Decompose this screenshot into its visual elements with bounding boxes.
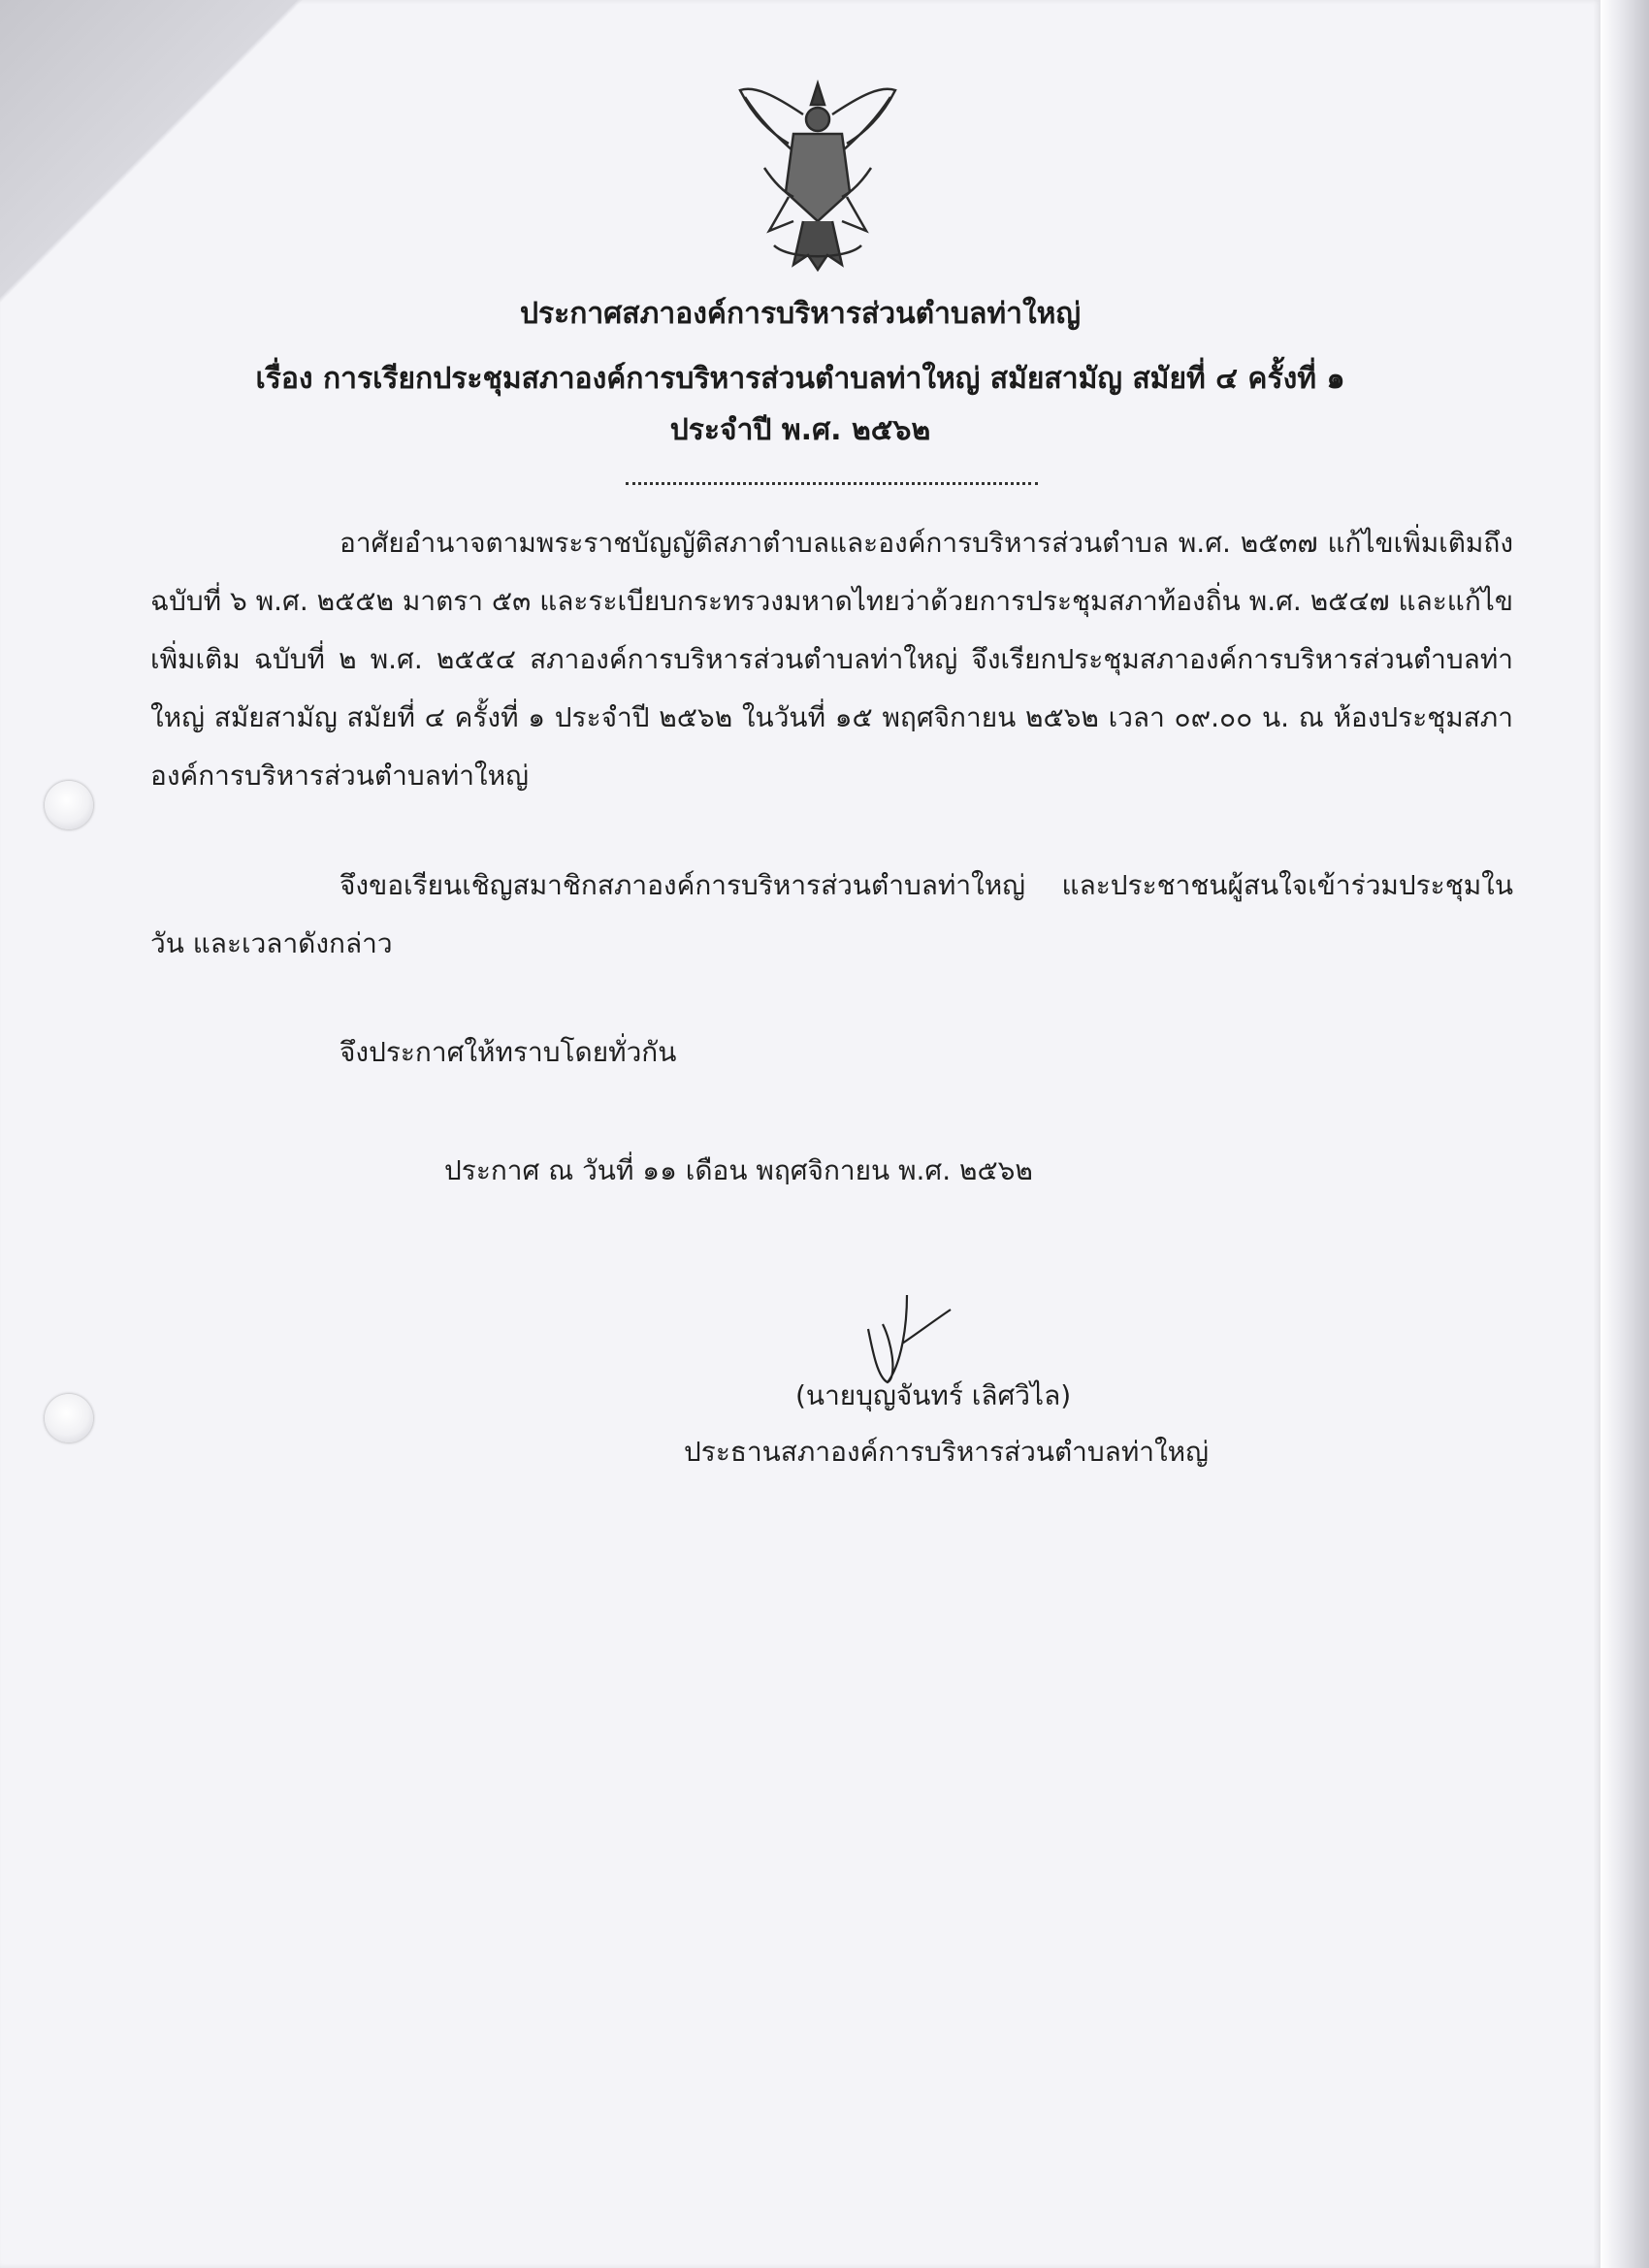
body-paragraph: จึงขอเรียนเชิญสมาชิกสภาองค์การบริหารส่วนตำบลท่าใหญ่ และประชาชนผู้สนใจเข้าร่วมประชุมในวัน และเวลาดังกล่าว [150,869,1513,959]
page-edge [1600,0,1649,2268]
signer-position: ประธานสภาองค์การบริหารส่วนตำบลท่าใหญ่ [684,1436,1209,1468]
dotted-divider [626,482,1038,485]
garuda-emblem-icon [735,76,900,279]
announcement-heading: ประกาศสภาองค์การบริหารส่วนตำบลท่าใหญ่ [519,297,1082,331]
punch-hole [45,781,93,829]
body-paragraph: อาศัยอำนาจตามพระราชบัญญัติสภาตำบลและองค์การบริหารส่วนตำบล พ.ศ. ๒๕๓๗ แก้ไขเพิ่มเติมถึงฉบับที่ ๖ พ.ศ. ๒๕๕๒ มาตรา ๕๓ และระเบียบกระทรวงมหาดไทยว่าด้วยการประชุมสภาท้องถิ่น พ.ศ. ๒๕๔๗ และแก้ไขเพิ่มเติม ฉบับที่ ๒ พ.ศ. ๒๕๕๔ สภาองค์การบริหารส่วนตำบลท่าใหญ่ จึงเรียกประชุมสภาองค์การบริหารส่วนตำบลท่าใหญ่ สมัยสามัญ สมัยที่ ๔ ครั้งที่ ๑ ประจำปี ๒๕๖๒ ในวันที่ ๑๕ พฤศจิกายน ๒๕๖๒ เวลา ๐๙.๐๐ น. ณ ห้องประชุมสภาองค์การบริหารส่วนตำบลท่าใหญ่ [150,527,1513,792]
announcement-fiscal-year: ประจำปี พ.ศ. ๒๕๖๒ [669,413,931,447]
closing-statement: จึงประกาศให้ทราบโดยทั่วกัน [340,1036,677,1068]
signer-name: (นายบุญจันทร์ เลิศวิไล) [795,1379,1072,1411]
announcement-subject: เรื่อง การเรียกประชุมสภาองค์การบริหารส่วนตำบลท่าใหญ่ สมัยสามัญ สมัยที่ ๔ ครั้งที่ ๑ [255,362,1345,396]
folded-corner [0,0,349,310]
punch-hole [45,1394,93,1442]
announcement-date: ประกาศ ณ วันที่ ๑๑ เดือน พฤศจิกายน พ.ศ. ๒๕๖๒ [444,1154,1033,1186]
